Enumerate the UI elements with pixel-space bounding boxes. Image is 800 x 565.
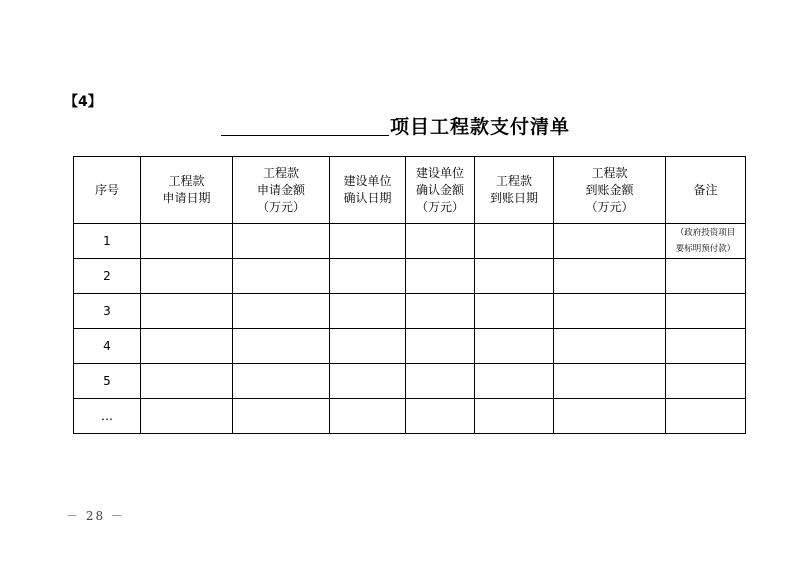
header-receipt-date: 工程款 到账日期 (475, 157, 554, 224)
cell-apply-amount[interactable] (233, 224, 330, 259)
row-seq: 5 (74, 364, 141, 399)
row-seq: 3 (74, 294, 141, 329)
cell-apply-amount[interactable] (233, 364, 330, 399)
table-row (74, 224, 746, 259)
header-confirm-date: 建设单位 确认日期 (330, 157, 406, 224)
cell-confirm-amount[interactable] (406, 294, 475, 329)
cell-remarks[interactable] (666, 364, 746, 399)
document-label: 【4】 (64, 94, 102, 110)
cell-confirm-date[interactable] (330, 329, 406, 364)
cell-confirm-amount[interactable] (406, 329, 475, 364)
cell-receipt-date[interactable] (475, 399, 554, 434)
cell-apply-date[interactable] (141, 294, 233, 329)
document-title: 项目工程款支付清单 (390, 116, 571, 138)
cell-confirm-date[interactable] (330, 224, 406, 259)
cell-confirm-date[interactable] (330, 399, 406, 434)
cell-confirm-amount[interactable] (406, 364, 475, 399)
cell-receipt-date[interactable] (475, 329, 554, 364)
cell-confirm-date[interactable] (330, 364, 406, 399)
cell-receipt-date[interactable] (475, 294, 554, 329)
cell-confirm-amount[interactable] (406, 224, 475, 259)
table-row (74, 259, 746, 294)
table-row (74, 399, 746, 434)
cell-receipt-date[interactable] (475, 364, 554, 399)
cell-receipt-date[interactable] (475, 259, 554, 294)
cell-apply-date[interactable] (141, 364, 233, 399)
cell-apply-amount[interactable] (233, 399, 330, 434)
cell-apply-date[interactable] (141, 329, 233, 364)
header-row (74, 157, 746, 224)
row-seq: 1 (74, 224, 141, 259)
cell-apply-date[interactable] (141, 399, 233, 434)
cell-apply-date[interactable] (141, 224, 233, 259)
cell-apply-amount[interactable] (233, 329, 330, 364)
row-seq: 4 (74, 329, 141, 364)
cell-apply-date[interactable] (141, 259, 233, 294)
cell-receipt-amount[interactable] (554, 224, 666, 259)
cell-confirm-amount[interactable] (406, 399, 475, 434)
table-row (74, 329, 746, 364)
cell-receipt-amount[interactable] (554, 329, 666, 364)
header-seq: 序号 (74, 157, 141, 224)
page-number: － 28 － (66, 509, 125, 523)
header-confirm-amount: 建设单位 确认金额 （万元） (406, 157, 475, 224)
cell-receipt-amount[interactable] (554, 399, 666, 434)
cell-confirm-amount[interactable] (406, 259, 475, 294)
cell-receipt-amount[interactable] (554, 294, 666, 329)
cell-receipt-amount[interactable] (554, 259, 666, 294)
cell-remarks[interactable] (666, 329, 746, 364)
header-apply-amount: 工程款 申请金额 （万元） (233, 157, 330, 224)
table-row (74, 294, 746, 329)
table-row (74, 364, 746, 399)
cell-remarks[interactable] (666, 259, 746, 294)
cell-receipt-amount[interactable] (554, 364, 666, 399)
cell-remarks[interactable] (666, 224, 746, 259)
remarks-note-line: （政府投资项目 (675, 228, 736, 238)
cell-apply-amount[interactable] (233, 294, 330, 329)
header-receipt-amount: 工程款 到账金额 （万元） (554, 157, 666, 224)
row-seq: 2 (74, 259, 141, 294)
cell-confirm-date[interactable] (330, 259, 406, 294)
title-row (0, 108, 800, 138)
cell-confirm-date[interactable] (330, 294, 406, 329)
remarks-note-line: 要标明预付款） (675, 244, 736, 254)
cell-receipt-date[interactable] (475, 224, 554, 259)
header-apply-date: 工程款 申请日期 (141, 157, 233, 224)
cell-remarks[interactable] (666, 399, 746, 434)
header-remarks: 备注 (666, 157, 746, 224)
title-blank-line (221, 135, 389, 136)
cell-remarks[interactable] (666, 294, 746, 329)
payment-table (73, 156, 746, 434)
cell-apply-amount[interactable] (233, 259, 330, 294)
row-seq: … (74, 399, 141, 434)
